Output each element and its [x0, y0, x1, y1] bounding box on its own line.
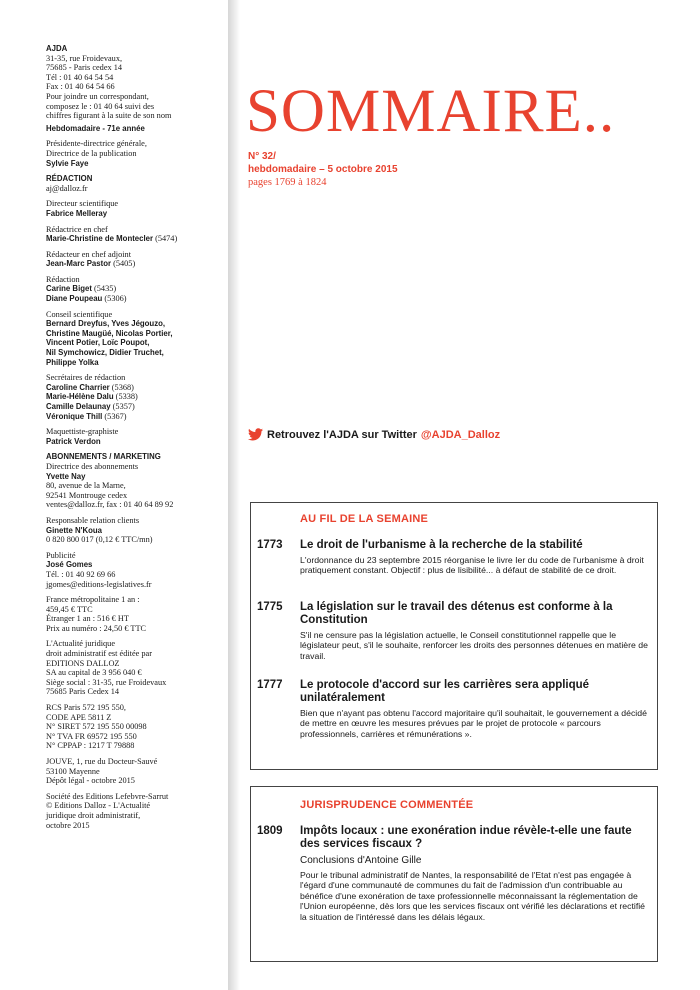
issue-number: N° 32/: [248, 151, 276, 162]
masthead-extension: (5474): [153, 234, 178, 244]
masthead-role: Secrétaires de rédaction: [46, 373, 126, 383]
issue-date: hebdomadaire – 5 octobre 2015: [248, 164, 398, 175]
masthead-person: Patrick Verdon: [46, 436, 101, 446]
masthead-address: 75685 - Paris cedex 14: [46, 63, 123, 73]
masthead-address: 31-35, rue Froidevaux,: [46, 53, 123, 63]
masthead-extension: (5306): [102, 294, 127, 304]
masthead-price: 459,45 € TTC: [46, 604, 93, 614]
masthead-role: Directrice des abonnements: [46, 461, 139, 471]
masthead-price: France métropolitaine 1 an :: [46, 595, 140, 605]
masthead-extension: (5338): [113, 392, 138, 402]
toc-headline[interactable]: Le protocole d'accord sur les carrières sera appliqué unilatéralement: [300, 679, 590, 704]
masthead-person: Nil Symchowicz, Didier Truchet,: [46, 348, 164, 358]
twitter-handle-link[interactable]: @AJDA_Dalloz: [420, 428, 501, 441]
masthead-contact: ventes@dalloz.fr, fax : 01 40 64 89 92: [46, 500, 174, 510]
masthead-printer: JOUVE, 1, rue du Docteur-Sauvé: [46, 757, 158, 766]
masthead-address: 92541 Montrouge cedex: [46, 490, 128, 500]
masthead-printer: Dépôt légal - octobre 2015: [46, 776, 135, 786]
masthead-extension: (5367): [102, 411, 127, 421]
masthead-extension: (5357): [110, 402, 135, 411]
masthead-role: Rédaction: [46, 274, 80, 284]
masthead-person: Vincent Potier, Loïc Poupot,: [46, 338, 150, 348]
masthead: [46, 44, 224, 830]
masthead-registration: CODE APE 5811 Z: [46, 712, 112, 722]
masthead-name: AJDA: [46, 44, 68, 53]
page-gutter-shadow: [228, 0, 240, 990]
toc-page-number: 1777: [257, 679, 283, 691]
masthead-editor: 75685 Paris Cedex 14: [46, 687, 120, 697]
masthead-registration: N° CPPAP : 1217 T 79888: [46, 741, 135, 751]
masthead-person: Caroline Charrier: [46, 382, 110, 392]
issue-info: [248, 150, 398, 189]
masthead-registration: RCS Paris 572 195 550,: [46, 703, 126, 713]
masthead-copyright: octobre 2015: [46, 820, 90, 830]
section-au-fil-de-la-semaine: [250, 502, 658, 770]
masthead-person: Diane Poupeau: [46, 294, 103, 304]
toc-page-number: 1775: [257, 601, 283, 613]
masthead-person: Bernard Dreyfus, Yves Jégouzo,: [46, 319, 166, 329]
masthead-extension: (5405): [111, 259, 136, 269]
masthead-heading: ABONNEMENTS / MARKETING: [46, 452, 161, 462]
masthead-person: Jean-Marc Pastor: [46, 259, 112, 269]
toc-summary: L'ordonnance du 23 septembre 2015 réorganise le livre Ier du code de l'urbanisme à droit pratiquement constant. Objectif : plus de lisibilité... à défaut de stabilité de ce droit.: [300, 555, 644, 576]
masthead-registration: N° SIRET 572 195 550 00098: [46, 722, 147, 732]
masthead-address: 80, avenue de la Marne,: [46, 481, 126, 491]
masthead-weekly: Hebdomadaire - 71e année: [46, 123, 145, 133]
section-title: JURISPRUDENCE COMMENTÉE: [300, 799, 474, 811]
masthead-text: chiffres figurant à la suite de son nom: [46, 111, 172, 121]
masthead-person-line: [46, 392, 224, 402]
masthead-copyright: Société des Editions Lefebvre-Sarrut: [46, 791, 169, 801]
section-jurisprudence-commentee: [250, 786, 658, 962]
masthead-person: Marie-Christine de Montecler: [46, 234, 154, 244]
toc-headline[interactable]: Le droit de l'urbanisme à la recherche de la stabilité: [300, 539, 583, 551]
masthead-text: composez le : 01 40 64 suivi des: [46, 101, 155, 111]
masthead-fax: Fax : 01 40 64 54 66: [46, 82, 115, 92]
toc-author: Conclusions d'Antoine Gille: [300, 855, 422, 866]
twitter-promo[interactable]: [248, 428, 500, 441]
masthead-printer: 53100 Mayenne: [46, 766, 100, 776]
toc-summary: Pour le tribunal administratif de Nantes, la responsabilité de l'Etat n'est pas engagée à l'égard d'une communauté de communes du fait de l'admission d'un contribuable au bénéfice d'une exonération de taxe professionnelle méconnaissant la réglementation de l'Union européenne, dès lors que les services fiscaux ont vérifié les déclarations et rectifié la situation de l'intéressé dans les délais légaux.: [300, 870, 645, 922]
masthead-person: Christine Maugüé, Nicolas Portier,: [46, 328, 173, 338]
masthead-extension: (5368): [109, 382, 134, 392]
toc-entry[interactable]: [257, 601, 651, 661]
masthead-person-line: [46, 259, 224, 269]
masthead-person: Philippe Yolka: [46, 357, 99, 367]
toc-entry[interactable]: [257, 825, 651, 922]
masthead-person-line: [46, 294, 224, 304]
masthead-registration: N° TVA FR 69572 195 550: [46, 731, 137, 741]
masthead-person-line: [46, 402, 224, 412]
masthead-person-line: [46, 412, 224, 422]
masthead-text: Pour joindre un correspondant,: [46, 91, 149, 101]
masthead-person: Véronique Thill: [46, 411, 103, 421]
masthead-role: Publicité: [46, 550, 76, 560]
masthead-person: Ginette N'Koua: [46, 525, 103, 535]
masthead-role: Directrice de la publication: [46, 148, 137, 158]
masthead-person-line: [46, 284, 224, 294]
masthead-editor: Siège social : 31-35, rue Froidevaux: [46, 677, 167, 687]
issue-pages: pages 1769 à 1824: [248, 177, 327, 188]
toc-page-number: 1809: [257, 825, 283, 837]
page-title: SOMMAIRE..: [246, 78, 616, 145]
twitter-text: Retrouvez l'AJDA sur Twitter: [267, 428, 417, 441]
masthead-editor: SA au capital de 3 956 040 €: [46, 668, 142, 678]
masthead-extension: (5435): [91, 284, 117, 294]
masthead-price: Étranger 1 an : 516 € HT: [46, 614, 129, 624]
masthead-editor: droit administratif est éditée par: [46, 649, 152, 659]
toc-page-number: 1773: [257, 539, 283, 551]
masthead-person-line: [46, 234, 224, 244]
masthead-role: Conseil scientifique: [46, 309, 113, 319]
toc-summary: Bien que n'ayant pas obtenu l'accord majoritaire qu'il souhaitait, le gouvernement a décidé de mettre en œuvre les mesures prévues par le projet de protocole « parcours professionnels, carrières et rémunérations ».: [300, 708, 647, 739]
masthead-phone: Tél. : 01 40 92 69 66: [46, 569, 116, 579]
toc-headline[interactable]: La législation sur le travail des détenus est conforme à la Constitution: [300, 601, 613, 626]
toc-entry[interactable]: [257, 679, 651, 739]
masthead-person-line: [46, 383, 224, 393]
toc-entry[interactable]: [257, 539, 651, 576]
toc-headline[interactable]: Impôts locaux : une exonération indue révèle-t-elle une faute des services fiscaux ?: [300, 825, 632, 850]
masthead-role: Présidente-directrice générale,: [46, 139, 147, 149]
masthead-person: José Gomes: [46, 560, 93, 570]
masthead-person: Yvette Nay: [46, 471, 86, 481]
masthead-copyright: © Editions Dalloz - L'Actualité: [46, 801, 151, 811]
masthead-copyright: juridique droit administratif,: [46, 810, 141, 820]
masthead-person: Marie-Hélène Dalu: [46, 392, 114, 402]
masthead-person: Sylvie Faye: [46, 158, 89, 168]
masthead-heading: RÉDACTION: [46, 174, 93, 184]
masthead-role: Rédacteur en chef adjoint: [46, 249, 132, 259]
masthead-role: Directeur scientifique: [46, 199, 119, 209]
masthead-phone: Tél : 01 40 64 54 54: [46, 72, 114, 82]
masthead-phone: 0 820 800 017 (0,12 € TTC/mn): [46, 535, 153, 545]
masthead-role: Responsable relation clients: [46, 515, 140, 525]
toc-summary: S'il ne censure pas la législation actuelle, le Conseil constitutionnel rappelle que le législateur peut, s'il le souhaite, renforcer les droits des personnes détenues en matière de travail.: [300, 630, 648, 661]
masthead-person: Carine Biget: [46, 284, 92, 294]
masthead-price: Prix au numéro : 24,50 € TTC: [46, 623, 147, 633]
masthead-role: Rédactrice en chef: [46, 224, 108, 234]
masthead-role: Maquettiste-graphiste: [46, 427, 119, 437]
masthead-email: jgomes@editions-legislatives.fr: [46, 579, 152, 589]
section-title: AU FIL DE LA SEMAINE: [300, 513, 429, 525]
masthead-editor: L'Actualité juridique: [46, 639, 116, 649]
masthead-email: aj@dalloz.fr: [46, 183, 88, 193]
twitter-bird-icon: [248, 428, 263, 441]
masthead-person: Camille Delaunay: [46, 402, 111, 411]
masthead-editor: EDITIONS DALLOZ: [46, 658, 120, 668]
masthead-person: Fabrice Melleray: [46, 208, 108, 218]
